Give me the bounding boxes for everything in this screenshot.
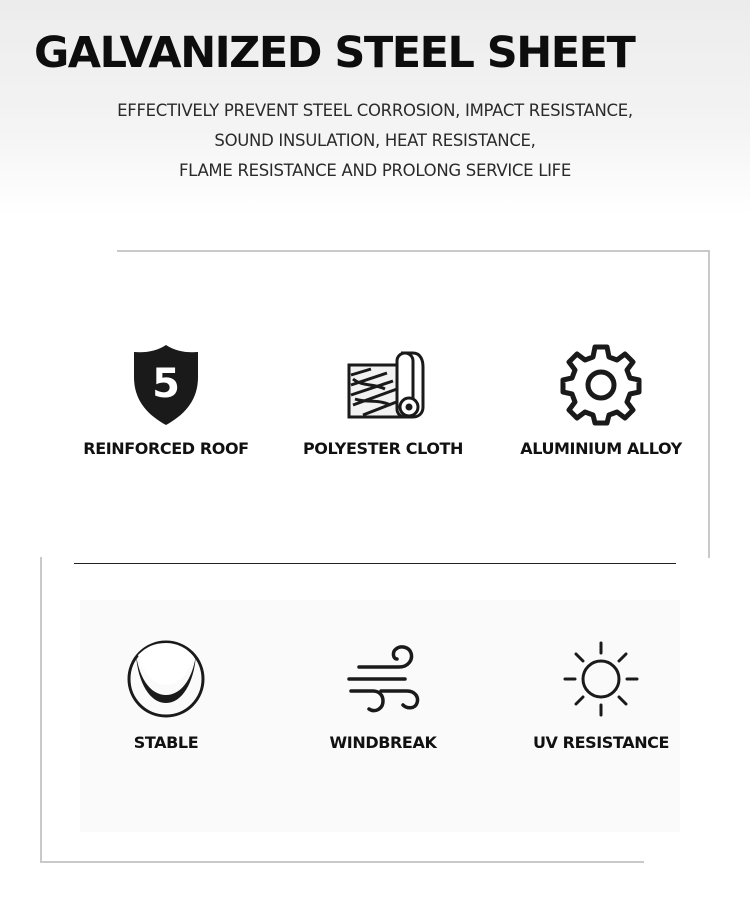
feature-label: REINFORCED ROOF [83,439,249,458]
frame-bottom-line [40,861,644,863]
subtitle-line: EFFECTIVELY PREVENT STEEL CORROSION, IMPACT RESISTANCE, [117,101,633,120]
feature-uv-resistance [491,637,711,752]
section-divider [74,563,676,564]
subtitle [0,96,750,186]
subtitle-line: FLAME RESISTANCE AND PROLONG SERVICE LIFE [178,161,571,180]
shield-5-icon [124,343,208,427]
page-title: GALVANIZED STEEL SHEET [34,28,635,78]
feature-windbreak [273,637,493,752]
shield-badge-number: 5 [152,361,180,407]
crescent-circle-icon [124,637,208,721]
feature-label: POLYESTER CLOTH [302,439,464,458]
feature-label: WINDBREAK [329,733,437,752]
frame-left-line [40,557,42,863]
frame-top-line [117,250,710,252]
sun-icon [559,637,643,721]
feature-reinforced-roof [56,343,276,458]
fabric-roll-icon [341,343,425,427]
feature-aluminium-alloy [491,343,711,458]
feature-label: ALUMINIUM ALLOY [520,439,682,458]
gear-icon [559,343,643,427]
subtitle-line: SOUND INSULATION, HEAT RESISTANCE, [214,131,536,150]
feature-label: UV RESISTANCE [532,733,670,752]
feature-label: STABLE [133,733,199,752]
feature-polyester-cloth [273,343,493,458]
feature-stable [56,637,276,752]
wind-icon [341,637,425,721]
